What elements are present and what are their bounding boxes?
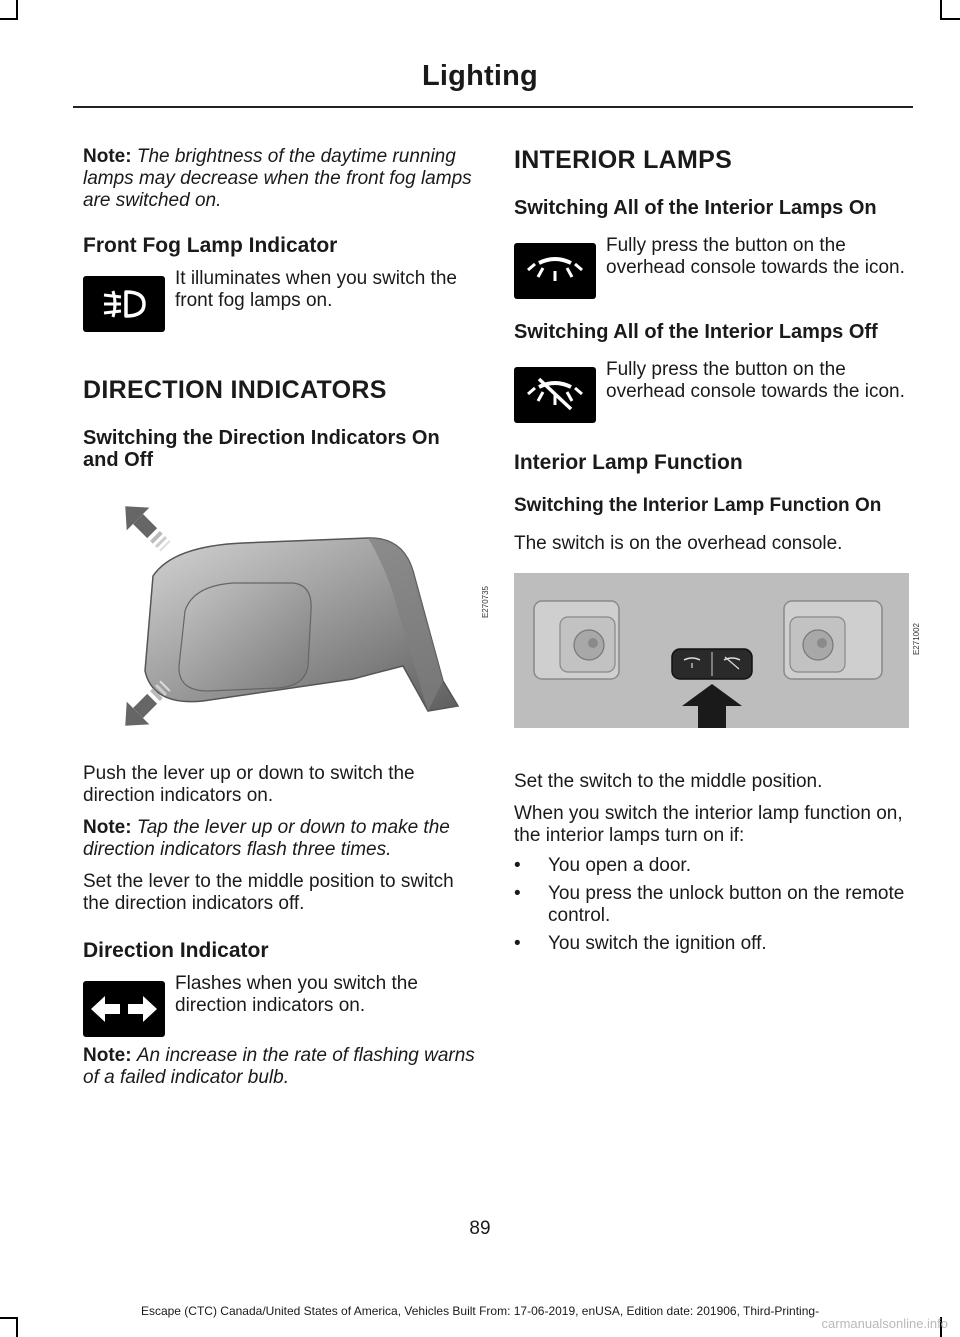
note-text: Tap the lever up or down to make the direction indicators flash three times. [83,817,450,860]
lamps-off-text: Fully press the button on the overhead console towards the icon. [606,359,905,402]
function-conditions-text: When you switch the interior lamp function on, the interior lamps turn on if: [514,803,903,846]
overhead-console-illustration [514,573,909,733]
note-label: Note: [83,817,132,838]
figure-code: E271002 [912,623,921,656]
header-rule [73,106,913,108]
crop-mark [16,1317,18,1337]
switching-indicators-heading: Switching the Direction Indicators On and Off [83,427,440,471]
mirror-figure [83,491,490,731]
lamps-off-heading: Switching All of the Interior Lamps Off [514,321,878,343]
interior-lamp-function-heading: Interior Lamp Function [514,451,743,474]
middle-position-text: Set the lever to the middle position to switch the direction indicators off. [83,871,454,914]
direction-indicator-row [83,973,478,1037]
fog-indicator-text: It illuminates when you switch the front fog lamps on. [175,268,457,311]
mirror-illustration [83,491,478,731]
note-label: Note: [83,146,132,167]
list-item [514,933,909,955]
interior-lamp-off-icon [514,367,596,423]
fog-indicator-row [83,268,478,332]
note-label: Note: [83,1045,132,1066]
middle-position-text: Set the switch to the middle position. [514,771,823,792]
note-daytime [83,146,478,212]
list-item-text: You press the unlock button on the remote control. [548,883,905,926]
crop-mark [16,0,18,20]
function-on-heading: Switching the Interior Lamp Function On [514,495,882,516]
direction-indicator-icon [83,981,165,1037]
lamps-on-text: Fully press the button on the overhead console towards the icon. [606,235,905,278]
bullet: • [514,883,521,904]
note-text: An increase in the rate of flashing warns of a failed indicator bulb. [83,1045,475,1088]
note-tap-lever [83,817,478,861]
front-fog-lamp-icon [83,276,165,332]
list-item [514,883,909,927]
conditions-list [514,855,909,955]
interior-lamps-heading: INTERIOR LAMPS [514,146,733,174]
lamps-on-heading: Switching All of the Interior Lamps On [514,197,877,219]
push-lever-text: Push the lever up or down to switch the direction indicators on. [83,763,415,806]
left-column [83,146,490,1089]
crop-mark [0,18,16,20]
direction-indicator-text: Flashes when you switch the direction indicators on. [175,973,418,1016]
bullet: • [514,855,521,876]
lamps-off-row [514,359,909,423]
figure-code: E270735 [481,586,490,619]
lamps-on-row [514,235,909,299]
bullet: • [514,933,521,954]
list-item-text: You switch the ignition off. [548,933,767,954]
list-item [514,855,909,877]
fog-indicator-heading: Front Fog Lamp Indicator [83,234,338,257]
page-title: Lighting [422,60,538,92]
note-flashing-rate [83,1045,478,1089]
switch-location-text: The switch is on the overhead console. [514,533,843,554]
note-text: The brightness of the daytime running lamps may decrease when the front fog lamps are switched on. [83,146,472,211]
watermark: carmanualsonline.info [821,1316,948,1331]
interior-lamp-on-icon [514,243,596,299]
list-item-text: You open a door. [548,855,691,876]
footer-text: Escape (CTC) Canada/United States of America, Vehicles Built From: 17-06-2019, enUSA, Edition date: 201906, Third-Printing- [140,1304,820,1318]
direction-indicator-heading: Direction Indicator [83,939,269,962]
page-number: 89 [469,1218,491,1239]
crop-mark [942,18,960,20]
console-figure [514,573,921,733]
right-column [514,146,921,961]
direction-indicators-heading: DIRECTION INDICATORS [83,376,387,404]
crop-mark [940,0,942,20]
